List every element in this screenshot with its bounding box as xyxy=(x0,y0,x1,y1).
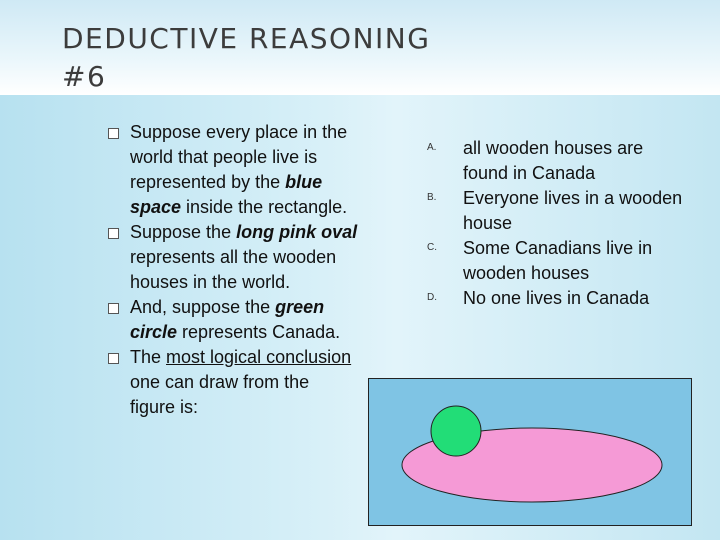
bullet-text-segment: represents all the wooden houses in the world. xyxy=(130,247,337,292)
bullet-text xyxy=(130,347,351,417)
bullet-text xyxy=(130,122,347,217)
option-text: Some Canadians live in wooden houses xyxy=(463,238,653,283)
option-text: No one lives in Canada xyxy=(463,288,650,308)
bullet-text-segment: Suppose every place in the world that people live is represented by the xyxy=(130,122,348,192)
bullet-text-segment: Suppose the xyxy=(130,222,237,242)
checkbox-square-icon xyxy=(108,228,119,239)
option-b[interactable] xyxy=(427,186,687,236)
bullet-item-blue-space xyxy=(108,120,358,220)
bullet-text xyxy=(130,297,340,342)
bullet-list xyxy=(108,120,358,420)
green-circle-canada xyxy=(431,406,481,456)
bullet-item-green-circle xyxy=(108,295,358,345)
slide-title: DEDUCTIVE REASONING #6 xyxy=(62,22,431,93)
option-a[interactable] xyxy=(427,136,687,186)
bullet-text-segment: And, suppose the xyxy=(130,297,276,317)
option-marker: A. xyxy=(427,142,437,153)
emphasis-long-pink-oval: long pink oval xyxy=(236,222,358,242)
checkbox-square-icon xyxy=(108,303,119,314)
option-text: Everyone lives in a wooden house xyxy=(463,188,683,233)
option-d[interactable] xyxy=(427,286,687,311)
checkbox-square-icon xyxy=(108,128,119,139)
checkbox-square-icon xyxy=(108,353,119,364)
option-marker: B. xyxy=(427,192,437,203)
venn-figure-graphic xyxy=(369,379,691,525)
bullet-text-segment: The xyxy=(130,347,167,367)
bullet-item-pink-oval xyxy=(108,220,358,295)
option-text: all wooden houses are found in Canada xyxy=(463,138,644,183)
bullet-item-conclusion xyxy=(108,345,358,420)
option-marker: D. xyxy=(427,292,437,303)
venn-figure xyxy=(368,378,692,526)
emphasis-blue-space: blue space xyxy=(130,172,323,217)
emphasis-green-circle: green circle xyxy=(130,297,325,342)
bullet-text-segment: one can draw from the figure is: xyxy=(130,372,310,417)
bullet-text-segment: represents Canada. xyxy=(177,322,341,342)
emphasis-most-logical-conclusion: most logical conclusion xyxy=(166,347,352,367)
option-marker: C. xyxy=(427,242,437,253)
bullet-text-segment: inside the rectangle. xyxy=(181,197,348,217)
answer-options xyxy=(427,136,687,311)
bullet-text xyxy=(130,222,357,292)
option-c[interactable] xyxy=(427,236,687,286)
